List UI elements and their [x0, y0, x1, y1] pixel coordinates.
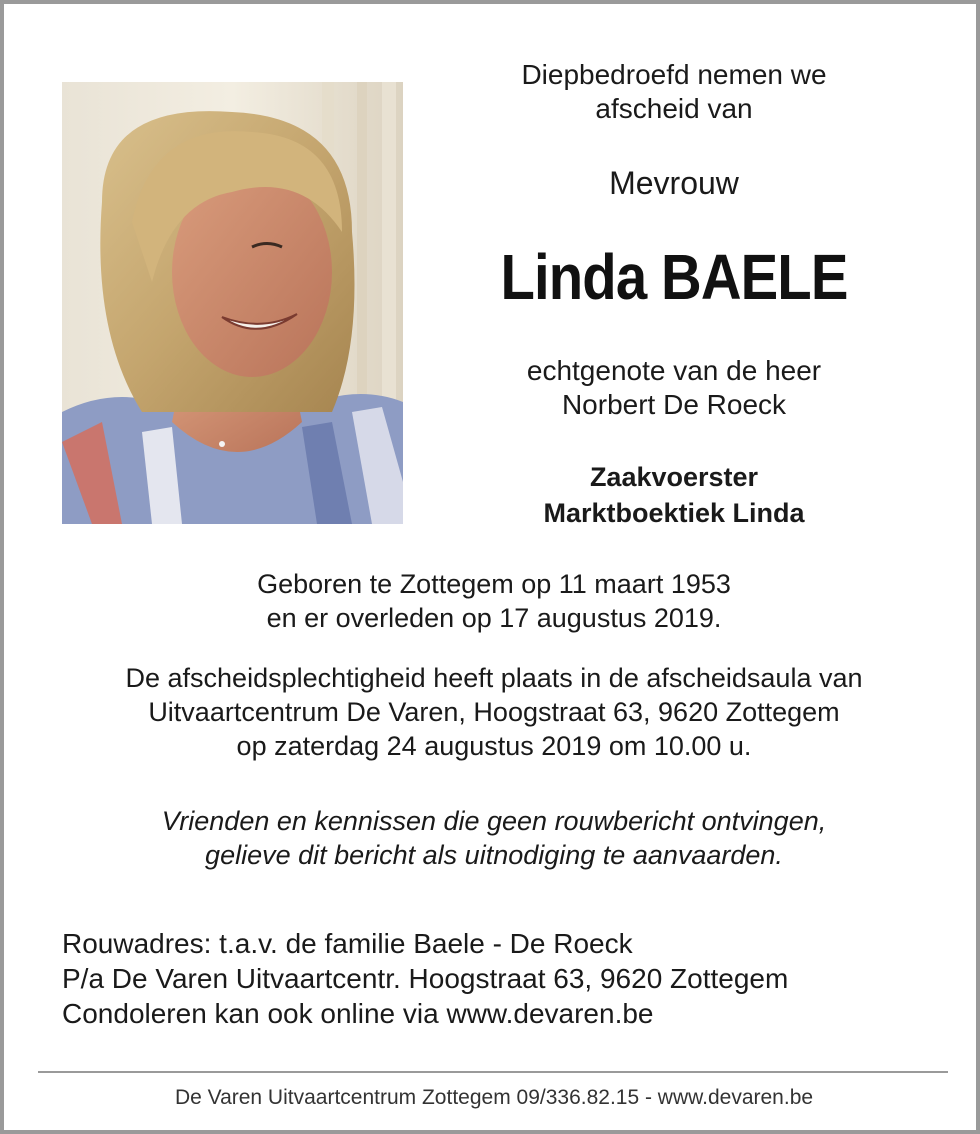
intro-text	[474, 58, 874, 126]
address-line-2: P/a De Varen Uitvaartcentr. Hoogstraat 63, 9620 Zottegem	[62, 963, 789, 994]
portrait-photo	[62, 82, 403, 524]
invite-line-2: gelieve dit bericht als uitnodiging te aanvaarden.	[205, 840, 783, 870]
born-line-1: Geboren te Zottegem op 11 maart 1953	[257, 569, 731, 599]
mourning-address	[62, 926, 942, 1031]
invite-line-1: Vrienden en kennissen die geen rouwbericht ontvingen,	[161, 806, 827, 836]
address-line-3: Condoleren kan ook online via www.devaren.be	[62, 998, 654, 1029]
ceremony-line-3: op zaterdag 24 augustus 2019 om 10.00 u.	[236, 731, 752, 761]
born-line-2: en er overleden op 17 augustus 2019.	[266, 603, 722, 633]
birth-death-text	[44, 567, 944, 635]
ceremony-line-1: De afscheidsplechtigheid heeft plaats in de afscheidsaula van	[125, 663, 863, 693]
honorific: Mevrouw	[609, 165, 739, 201]
footer-text: De Varen Uitvaartcentrum Zottegem 09/336.82.15 - www.devaren.be	[174, 1086, 814, 1109]
intro-line-1: Diepbedroefd nemen we	[521, 59, 827, 90]
deceased-name: Linda BAELE	[500, 241, 848, 313]
ceremony-text	[44, 661, 944, 763]
role-line-2: Marktboektiek Linda	[543, 498, 805, 528]
ceremony-line-2: Uitvaartcentrum De Varen, Hoogstraat 63, 9620 Zottegem	[148, 697, 840, 727]
spouse-line-2: Norbert De Roeck	[561, 389, 787, 420]
role-line-1: Zaakvoerster	[589, 462, 759, 492]
address-line-1: Rouwadres: t.a.v. de familie Baele - De Roeck	[62, 928, 633, 959]
role-text	[474, 459, 874, 531]
intro-line-2: afscheid van	[595, 93, 753, 124]
footer-divider	[38, 1071, 948, 1073]
spouse-line-1: echtgenote van de heer	[526, 355, 822, 386]
invitation-text	[44, 804, 944, 872]
spouse-text	[474, 354, 874, 422]
